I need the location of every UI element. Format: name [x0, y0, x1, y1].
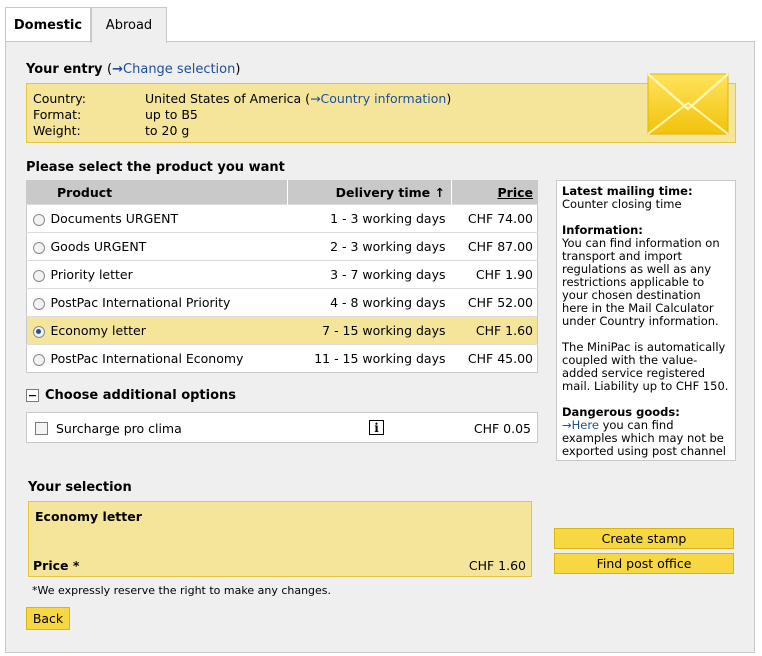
- table-row[interactable]: [27, 345, 538, 373]
- additional-options-heading: [26, 388, 236, 403]
- header-product: Product: [27, 181, 288, 205]
- dangerous-goods-title: Dangerous goods:: [562, 405, 680, 419]
- country-value: United States of America: [145, 91, 302, 106]
- information-title: Information:: [562, 223, 643, 237]
- minipac-text: The MiniPac is automatically coupled with the value-added service registered mail. Liability up to CHF 150.: [562, 340, 729, 393]
- arrow-right-icon: →: [310, 91, 321, 106]
- your-selection-box: [28, 501, 532, 577]
- collapse-icon[interactable]: −: [27, 388, 38, 402]
- header-price[interactable]: Price: [452, 181, 538, 205]
- product-name: Documents URGENT: [51, 205, 288, 233]
- envelope-icon: [647, 73, 729, 135]
- product-name: Goods URGENT: [51, 233, 288, 261]
- weight-label: Weight:: [33, 123, 81, 138]
- table-row[interactable]: [27, 233, 538, 261]
- arrow-right-icon: →: [562, 418, 572, 432]
- information-text: You can find information on transport and import regulations as well as any restrictions applicable to your chosen destination here in the Mail Calculator under Country information.: [562, 236, 720, 328]
- weight-value: to 20 g: [145, 123, 190, 138]
- country-information-link[interactable]: Country information: [320, 91, 447, 106]
- back-button[interactable]: Back: [26, 607, 70, 630]
- find-post-office-button[interactable]: Find post office: [554, 553, 734, 574]
- arrow-up-icon: ↑: [434, 185, 445, 200]
- product-name: PostPac International Priority: [51, 289, 288, 317]
- selected-product: Economy letter: [35, 509, 142, 524]
- header-delivery-time[interactable]: Delivery time ↑: [288, 181, 452, 205]
- info-panel: [556, 180, 736, 461]
- product-radio[interactable]: [33, 298, 45, 310]
- additional-option-row: [26, 412, 538, 443]
- your-entry-title: Your entry: [26, 62, 103, 77]
- disclaimer-note: *We expressly reserve the right to make any changes.: [32, 584, 332, 597]
- entry-summary-box: Country: United States of America (→Country information) Format: up to B5 Weight: to 20 g: [26, 83, 736, 143]
- product-name: Economy letter: [51, 317, 288, 345]
- product-radio-selected[interactable]: [33, 326, 45, 338]
- create-stamp-button[interactable]: Create stamp: [554, 528, 734, 549]
- country-label: Country:: [33, 91, 86, 106]
- product-price: CHF 74.00: [452, 205, 538, 233]
- format-value: up to B5: [145, 107, 198, 122]
- additional-options-title: Choose additional options: [45, 388, 237, 403]
- delivery-time: 2 - 3 working days: [288, 233, 452, 261]
- product-name: PostPac International Economy: [51, 345, 288, 373]
- table-row-selected[interactable]: [27, 317, 538, 345]
- product-radio[interactable]: [33, 242, 45, 254]
- delivery-time: 11 - 15 working days: [288, 345, 452, 373]
- product-price: CHF 1.90: [452, 261, 538, 289]
- format-label: Format:: [33, 107, 82, 122]
- selected-price: CHF 1.60: [468, 558, 526, 573]
- product-radio[interactable]: [33, 214, 45, 226]
- price-label: Price *: [33, 558, 80, 573]
- product-price: CHF 1.60: [452, 317, 538, 345]
- info-icon[interactable]: i: [369, 420, 384, 435]
- change-selection-link[interactable]: Change selection: [123, 62, 236, 77]
- main-panel: [5, 41, 755, 653]
- table-row[interactable]: [27, 261, 538, 289]
- latest-mailing-text: Counter closing time: [562, 197, 682, 211]
- delivery-time: 3 - 7 working days: [288, 261, 452, 289]
- latest-mailing-title: Latest mailing time:: [562, 184, 693, 198]
- tab-domestic[interactable]: Domestic: [5, 7, 91, 42]
- tab-abroad[interactable]: Abroad: [91, 7, 167, 43]
- dangerous-goods-link[interactable]: Here: [571, 418, 599, 432]
- product-price: CHF 45.00: [452, 345, 538, 373]
- delivery-time: 4 - 8 working days: [288, 289, 452, 317]
- product-price: CHF 52.00: [452, 289, 538, 317]
- table-row[interactable]: [27, 289, 538, 317]
- arrow-right-icon: →: [112, 62, 124, 77]
- select-product-heading: Please select the product you want: [26, 160, 285, 175]
- product-table-header: [27, 181, 538, 205]
- product-radio[interactable]: [33, 354, 45, 366]
- product-radio[interactable]: [33, 270, 45, 282]
- delivery-time: 7 - 15 working days: [288, 317, 452, 345]
- product-table: [26, 180, 538, 373]
- product-name: Priority letter: [51, 261, 288, 289]
- surcharge-label: Surcharge pro clima: [56, 421, 182, 436]
- dangerous-goods-text: you can find examples which may not be exported using post channel: [562, 418, 726, 458]
- surcharge-checkbox[interactable]: [35, 422, 48, 435]
- delivery-time: 1 - 3 working days: [288, 205, 452, 233]
- your-entry-heading: Your entry (→Change selection): [26, 62, 241, 77]
- product-price: CHF 87.00: [452, 233, 538, 261]
- surcharge-price: CHF 0.05: [473, 421, 531, 436]
- your-selection-heading: Your selection: [28, 480, 132, 495]
- table-row[interactable]: [27, 205, 538, 233]
